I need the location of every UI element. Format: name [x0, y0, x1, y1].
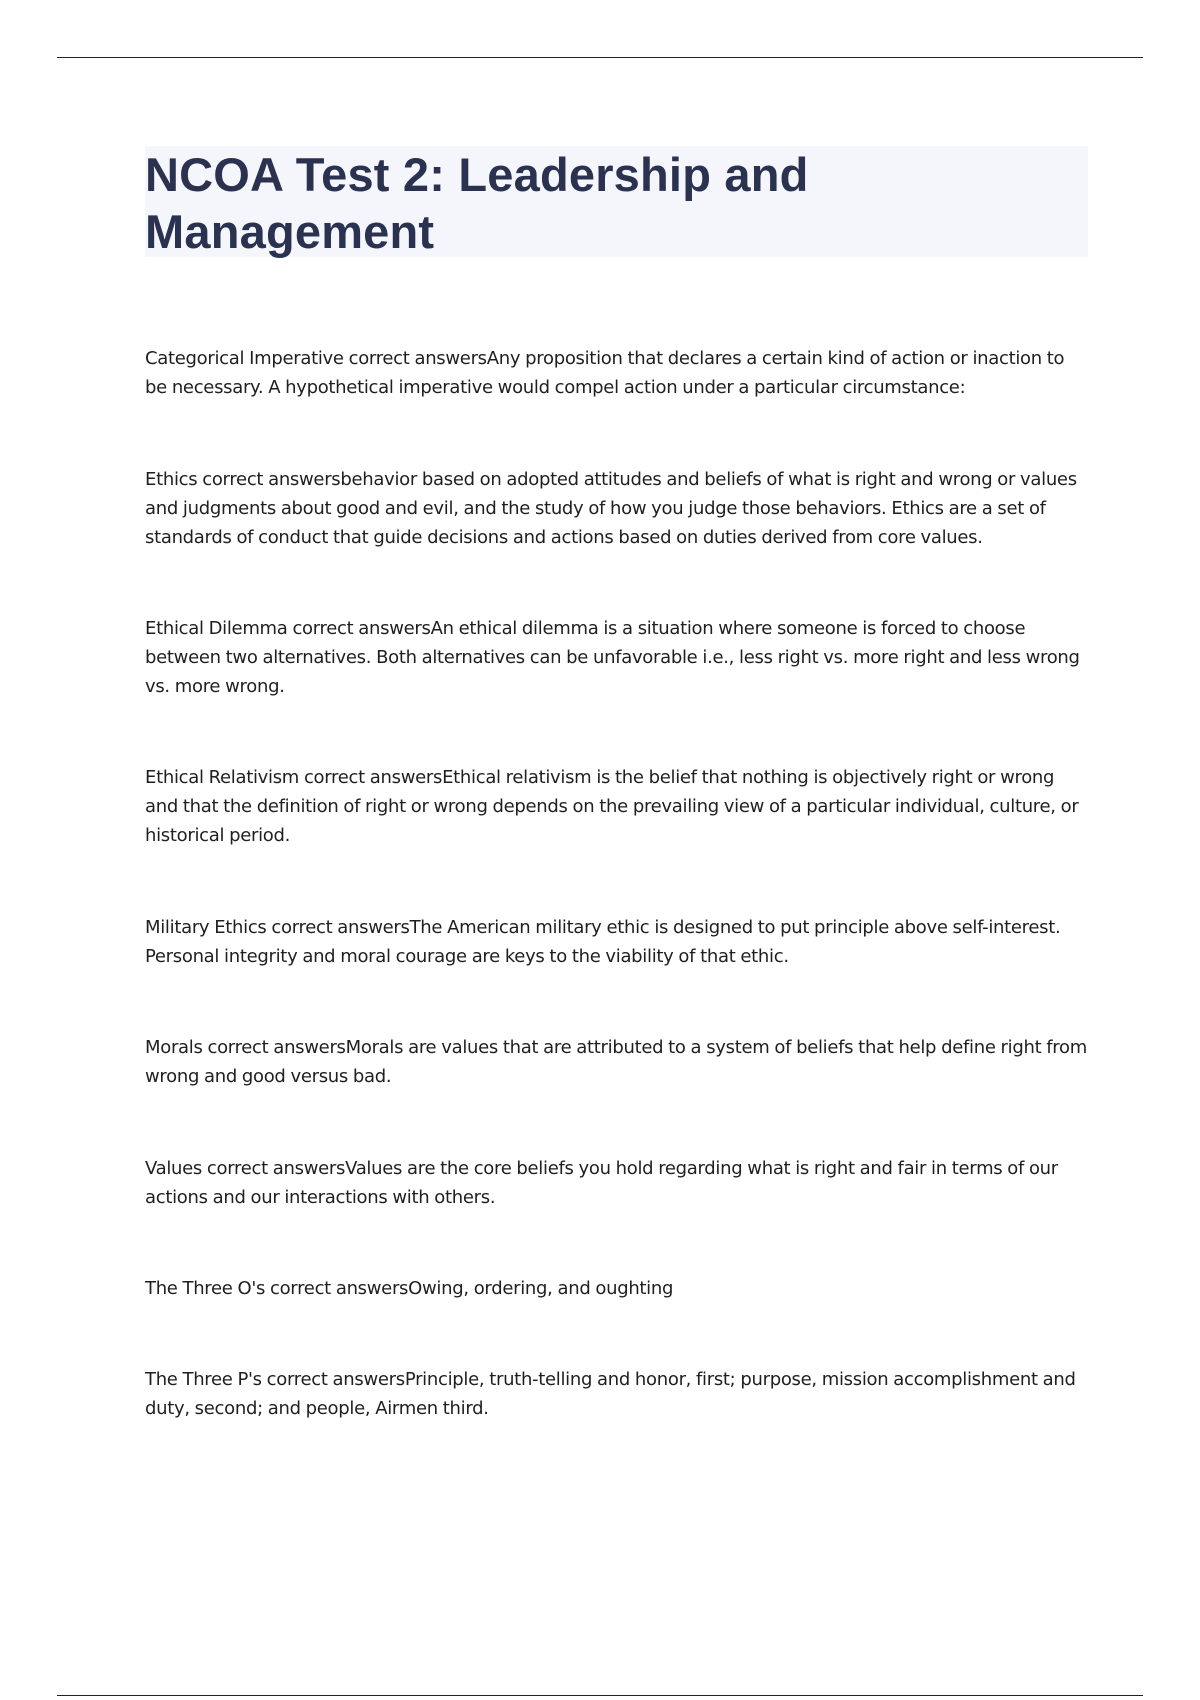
entry-separator: correct answers [266, 917, 410, 938]
entry-term: Ethics [145, 469, 198, 490]
entry-answer: Ethical relativism is the belief that nothing is objectively right or wrong and that the definition of right or wrong depends on the prevailing view of a particular individual, culture, or historical period. [145, 767, 1079, 846]
entry-answer: The American military ethic is designed to put principle above self-interest. Personal integrity and moral courage are keys to the viability of that ethic. [145, 917, 1061, 967]
top-divider [57, 57, 1143, 58]
entry-separator: correct answers [197, 469, 341, 490]
entry-answer: Morals are values that are attributed to a system of beliefs that help define right from wrong and good versus bad. [145, 1037, 1087, 1087]
entry-term: Values [145, 1158, 203, 1179]
entry-term: The Three O's [145, 1278, 266, 1299]
title-banner [145, 146, 1088, 257]
entry-answer: Values are the core beliefs you hold regarding what is right and fair in terms of our actions and our interactions with others. [145, 1158, 1058, 1208]
entry-separator: correct answers [343, 348, 487, 369]
entry-term: Ethical Dilemma [145, 618, 288, 639]
list-item [145, 763, 1090, 850]
entry-answer: behavior based on adopted attitudes and beliefs of what is right and wrong or values and judgments about good and evil, and the study of how you judge those behaviors. Ethics are a set of standards of conduct that guide decisions and actions based on duties derived from core values. [145, 469, 1077, 548]
list-item [145, 913, 1090, 971]
entry-term: Morals [145, 1037, 203, 1058]
entry-separator: correct answers [299, 767, 443, 788]
entry-term: Military Ethics [145, 917, 267, 938]
list-item [145, 614, 1090, 701]
entry-separator: correct answers [265, 1278, 409, 1299]
entry-term: The Three P's [145, 1369, 262, 1390]
entry-separator: correct answers [202, 1037, 346, 1058]
list-item [145, 1033, 1090, 1091]
list-item [145, 1274, 1090, 1303]
entry-answer: Owing, ordering, and oughting [408, 1278, 674, 1299]
entry-separator: correct answers [202, 1158, 346, 1179]
page-title: NCOA Test 2: Leadership and Management [145, 148, 809, 258]
list-item [145, 344, 1090, 402]
entry-answer: An ethical dilemma is a situation where someone is forced to choose between two alternatives. Both alternatives can be unfavorable i.e., less right vs. more right and less wrong vs. more wrong. [145, 618, 1080, 697]
entry-separator: correct answers [261, 1369, 405, 1390]
entry-answer: Any proposition that declares a certain kind of action or inaction to be necessary. A hypothetical imperative would compel action under a particular circumstance: [145, 348, 1065, 398]
entry-term: Categorical Imperative [145, 348, 344, 369]
entry-answer: Principle, truth-telling and honor, first; purpose, mission accomplishment and duty, second; and people, Airmen third. [145, 1369, 1076, 1419]
bottom-divider [57, 1695, 1143, 1696]
list-item [145, 1365, 1090, 1423]
list-item [145, 465, 1090, 552]
list-item [145, 1154, 1090, 1212]
entry-separator: correct answers [287, 618, 431, 639]
entry-term: Ethical Relativism [145, 767, 300, 788]
